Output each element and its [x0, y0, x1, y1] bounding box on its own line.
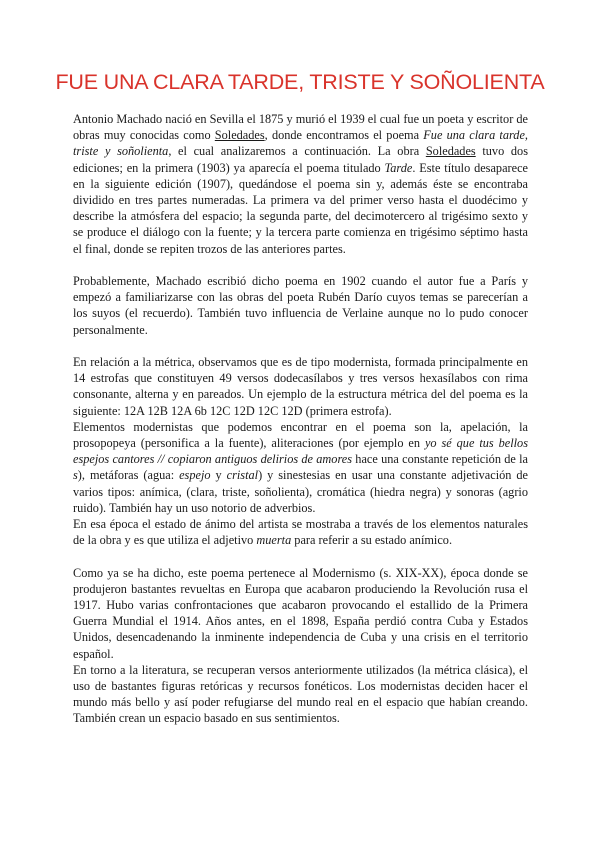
- poem-title-tarde: Tarde: [384, 160, 413, 175]
- quoted-verse: yo sé que tus bellos espejos cantores // copiaron antiguos delirios de amores: [73, 436, 528, 467]
- paragraph-history: Como ya se ha dicho, este poema pertenece al Modernismo (s. XIX-XX), época donde se produjeron bastantes revueltas en Europa que acabaron produciendo la Revolución rusa el 1917. Hubo varias confrontaciones que acabaron provocando el estallido de la Primera Guerra Mundial el 1914. Años antes, en el 1898, España perdió contra Cuba y Estados Unidos, desencadenando la inminente independencia de Cuba y una crisis en el territorio español.: [73, 565, 528, 661]
- paragraph-modernist-elements: Elementos modernistas que podemos encontrar en el poema son la, apelación, la prosopopeya (personifica a la fuente), aliteraciones (por ejemplo en yo sé que tus bellos espejos cantores // copiaron antiguos delirios de amores hace una constante repetición de la s), metáforas (agua: espejo y cristal) y sinestesias en usar una constante adjetivación de varios tipos: anímica, (clara, triste, soñolienta), cromática (hiedra negra) y sonoras (agrio ruido). También hay un uso notorio de adverbios.: [73, 419, 528, 515]
- paragraph-mood: En esa época el estado de ánimo del artista se mostraba a través de los elementos naturales de la obra y es que utiliza el adjetivo muerta para referir a su estado anímico.: [73, 517, 528, 548]
- paragraph-literature: En torno a la literatura, se recuperan versos anteriormente utilizados (la métrica clásica), el uso de bastantes figuras retóricas y recursos fonéticos. Los modernistas deciden hacer el mundo más bello y así poder refugiarse del mundo real en el espacio que habían creando. También crean un espacio basado en sus sentimientos.: [73, 662, 528, 726]
- paragraph-context: Probablemente, Machado escribió dicho poema en 1902 cuando el autor fue a París y empezó a familiarizarse con las obras del poeta Rubén Darío cuyos temas se parecerían a los suyos (el recuerdo). También tuvo influencia de Verlaine aunque no lo pudo conocer personalmente.: [73, 274, 528, 337]
- word-muerta: muerta: [256, 533, 292, 548]
- paragraph-intro: Antonio Machado nació en Sevilla el 1875 y murió el 1939 el cual fue un poeta y escritor de obras muy conocidas como Soledades, donde encontramos el poema Fue una clara tarde, triste y soñolienta, el cual analizaremos a continuación. La obra Soledades tuvo dos ediciones; en la primera (1903) ya aparecía el poema titulado Tarde. Este título desaparece en la siguiente edición (1907), quedándose el poema sin y, además éste se encontraba dividido en tres partes numeradas. La primera va del primer verso hasta el duodécimo y describe la atmósfera del espacio; la segunda parte, del decimotercero al trigésimo sexto y se produce el diálogo con la fuente; y la tercera parte comienza en trigésimo séptimo hasta el final, donde se repiten trozos de las anteriores partes.: [73, 112, 529, 256]
- poem-title: Fue una clara tarde, triste y soñolienta: [73, 128, 528, 159]
- page-title: FUE UNA CLARA TARDE, TRISTE Y SOÑOLIENTA: [55, 70, 545, 94]
- document-body: [73, 111, 528, 727]
- paragraph-metrics: En relación a la métrica, observamos que es de tipo modernista, formada principalmente en 14 estrofas que constituyen 49 versos dodecasílabos y tres versos hexasílabos con rima consonante, alterna y en pareados. Un ejemplo de la estructura métrica del del poema es la siguiente: 12A 12B 12A 6b 12C 12D 12C 12D (primera estrofa).: [73, 355, 528, 418]
- book-title-soledades: Soledades: [214, 128, 265, 143]
- book-title-soledades-2: Soledades: [425, 144, 476, 159]
